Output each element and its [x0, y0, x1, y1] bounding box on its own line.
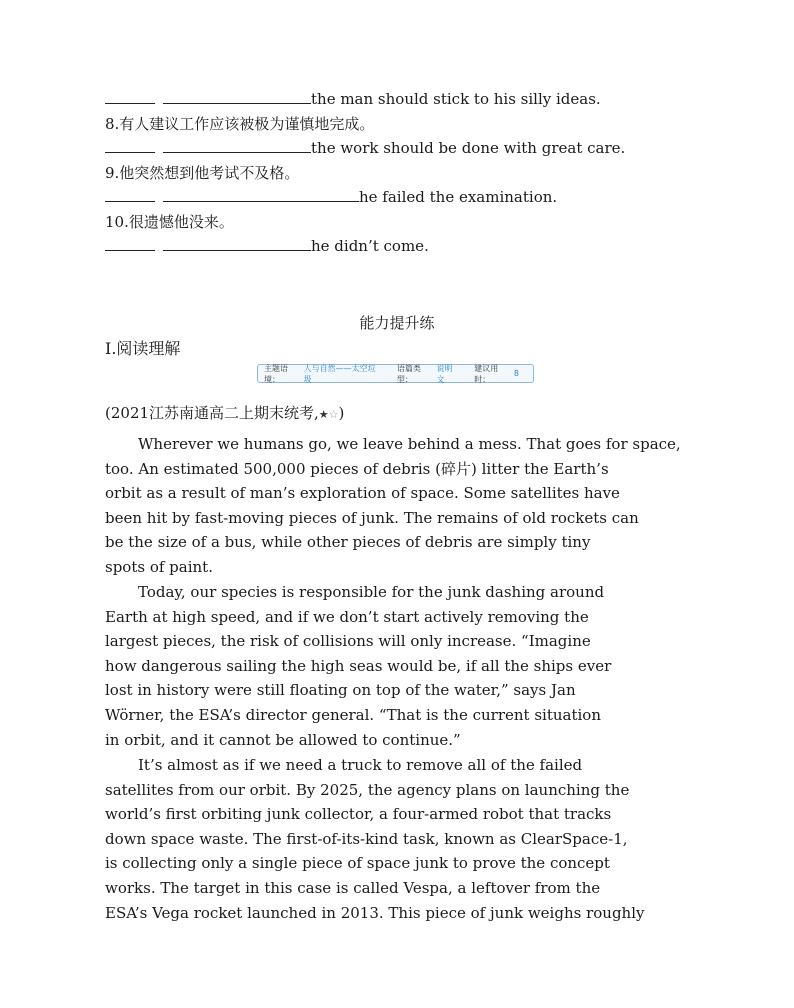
theme-key: 主题语境：: [264, 363, 288, 384]
theme-value: 人与自然——太空垃圾: [303, 363, 376, 384]
text-line: lost in history were still floating on top of the water,” says Jan: [105, 681, 576, 700]
exercise-10-prompt: 10.很遗憾他没来。: [105, 213, 234, 231]
difficulty-star-icon: ★: [318, 408, 329, 421]
text-line: largest pieces, the risk of collisions will only increase. “Imagine: [105, 632, 591, 651]
text-line: in orbit, and it cannot be allowed to continue.”: [105, 730, 461, 749]
text-line: Wherever we humans go, we leave behind a mess. That goes for space,: [138, 435, 681, 453]
text-line: ESA’s Vega rocket launched in 2013. This piece of junk weighs roughly: [105, 903, 645, 922]
paragraph-1: [105, 432, 705, 580]
text-line: works. The target in this case is called Vespa, a leftover from the: [105, 878, 601, 897]
text-line: spots of paint.: [105, 557, 213, 576]
reading-section-title: Ⅰ.阅读理解: [105, 339, 181, 358]
answer-tail: he failed the examination.: [359, 188, 558, 206]
answer-blank[interactable]: [105, 89, 155, 104]
text-line: is collecting only a single piece of space junk to prove the concept: [105, 854, 610, 873]
source-close: ): [338, 404, 345, 422]
answer-blank[interactable]: [105, 138, 155, 153]
answer-tail: the man should stick to his silly ideas.: [311, 90, 601, 108]
text-line: Wörner, the ESA’s director general. “That is the current situation: [105, 705, 601, 724]
answer-blank[interactable]: [163, 236, 311, 251]
answer-blank[interactable]: [163, 89, 311, 104]
answer-blank[interactable]: [105, 187, 155, 202]
exercise-8-answer-line: [105, 138, 625, 158]
type-key: 语篇类型：: [396, 363, 421, 384]
exercise-9-answer-line: [105, 187, 557, 207]
answer-blank[interactable]: [163, 187, 359, 202]
text-line: world’s first orbiting junk collector, a four-armed robot that tracks: [105, 805, 612, 824]
exercise-7-answer-line: [105, 89, 601, 109]
text-line: orbit as a result of man’s exploration of space. Some satellites have: [105, 484, 620, 503]
time-key: 建议用时：: [474, 363, 499, 384]
text-line: been hit by fast-moving pieces of junk. The remains of old rockets can: [105, 508, 639, 527]
type-value: 说明文: [436, 363, 453, 384]
time-value: 8: [513, 369, 519, 378]
exercise-8-prompt: 8.有人建议工作应该被极为谨慎地完成。: [105, 115, 375, 133]
passage-source: [105, 402, 344, 423]
answer-blank[interactable]: [105, 236, 155, 251]
answer-blank[interactable]: [163, 138, 311, 153]
text-line: Today, our species is responsible for the junk dashing around: [138, 583, 605, 601]
source-text: (2021江苏南通高二上期末统考,: [105, 404, 319, 422]
paragraph-2: [105, 580, 705, 752]
answer-tail: he didn’t come.: [311, 237, 429, 255]
text-line: how dangerous sailing the high seas would be, if all the ships ever: [105, 656, 612, 675]
text-line: Earth at high speed, and if we don’t start actively removing the: [105, 607, 589, 626]
passage-info-bar: [257, 364, 534, 383]
text-line: be the size of a bus, while other pieces of debris are simply tiny: [105, 533, 591, 552]
exercise-9-prompt: 9.他突然想到他考试不及格。: [105, 164, 300, 182]
answer-tail: the work should be done with great care.: [311, 139, 626, 157]
text-line: down space waste. The first-of-its-kind task, known as ClearSpace-1,: [105, 829, 628, 848]
difficulty-half-star-icon: ☆: [328, 408, 339, 421]
exercise-10-answer-line: [105, 236, 429, 256]
text-line: satellites from our orbit. By 2025, the agency plans on launching the: [105, 780, 630, 799]
section-heading: 能力提升练: [359, 314, 435, 332]
text-line: It’s almost as if we need a truck to remove all of the failed: [138, 756, 583, 774]
text-line: too. An estimated 500,000 pieces of debris (碎片) litter the Earth’s: [105, 459, 609, 478]
paragraph-3: [105, 753, 705, 925]
